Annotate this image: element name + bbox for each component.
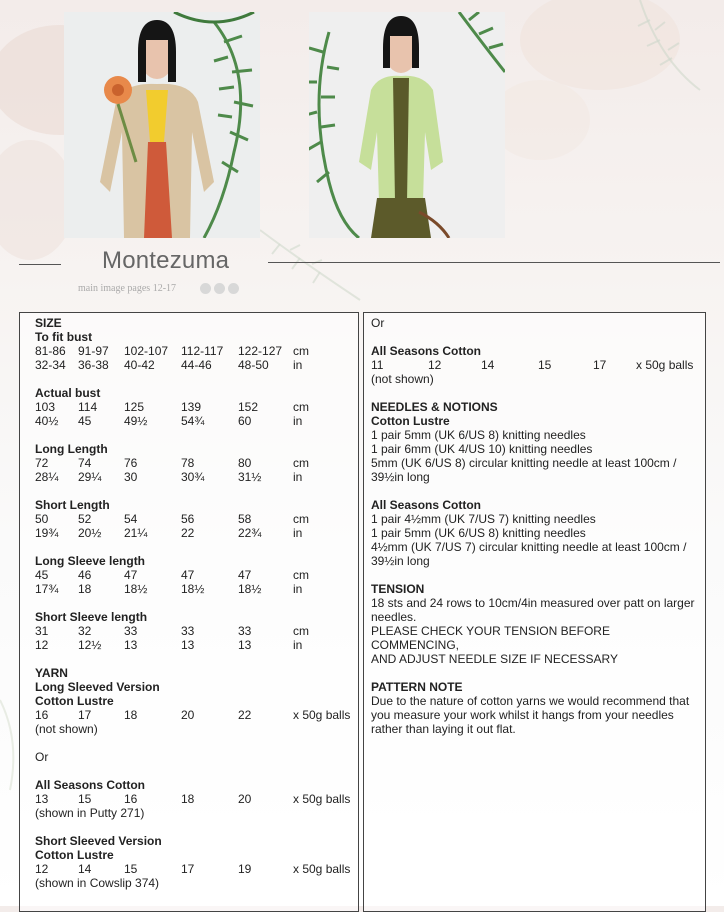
dot (214, 283, 225, 294)
pattern-note-line: Due to the nature of cotton yarns we would recommend that (371, 694, 690, 708)
long-sleeve-cm-row: 45 46 47 47 47 cm (35, 568, 309, 582)
short-sleeve-heading: Short Sleeve length (35, 610, 148, 624)
pattern-note-heading: PATTERN NOTE (371, 680, 463, 694)
dot (200, 283, 211, 294)
needles-heading: NEEDLES & NOTIONS (371, 400, 498, 414)
or-text: Or (35, 750, 49, 764)
short-version-heading: Short Sleeved Version (35, 834, 162, 848)
needle-line: 1 pair 5mm (UK 6/US 8) knitting needles (371, 526, 586, 540)
to-fit-bust-in-row: 32-34 36-38 40-42 44-46 48-50 in (35, 358, 303, 372)
long-all-seasons-row: 13 15 16 18 20 x 50g balls (35, 792, 351, 806)
needles-cotton-lustre-heading: Cotton Lustre (371, 414, 450, 428)
needles-and-tension-panel (363, 312, 706, 912)
all-seasons-heading: All Seasons Cotton (371, 344, 482, 358)
long-length-heading: Long Length (35, 442, 108, 456)
long-version-heading: Long Sleeved Version (35, 680, 160, 694)
pattern-note-line: rather than laying it out flat. (371, 722, 516, 736)
pattern-title: Montezuma (102, 247, 230, 274)
to-fit-bust-heading: To fit bust (35, 330, 93, 344)
short-cotton-lustre-row: 12 14 15 17 19 x 50g balls (35, 862, 351, 876)
title-rule-left (19, 264, 61, 265)
needle-line: 1 pair 6mm (UK 4/US 10) knitting needles (371, 442, 593, 456)
sizes-and-yarn-panel (19, 312, 359, 912)
short-cotton-lustre-heading: Cotton Lustre (35, 848, 114, 862)
model-photo-long-cardigan (64, 12, 260, 238)
long-cotton-lustre-note: (not shown) (35, 722, 98, 736)
tension-line: needles. (371, 610, 417, 624)
short-length-in-row: 19¾ 20½ 21¼ 22 22¾ in (35, 526, 303, 540)
pattern-note-line: you measure your work whilst it hangs from your needles (371, 708, 674, 722)
needles-all-seasons-heading: All Seasons Cotton (371, 498, 482, 512)
short-sleeve-cm-row: 31 32 33 33 33 cm (35, 624, 309, 638)
page-dots (200, 283, 239, 294)
tension-line: AND ADJUST NEEDLE SIZE IF NECESSARY (371, 652, 618, 666)
actual-bust-heading: Actual bust (35, 386, 101, 400)
short-length-cm-row: 50 52 54 56 58 cm (35, 512, 309, 526)
actual-bust-in-row: 40½ 45 49½ 54¾ 60 in (35, 414, 303, 428)
needle-line: 39½in long (371, 470, 430, 484)
needle-line: 1 pair 5mm (UK 6/US 8) knitting needles (371, 428, 586, 442)
page-reference: main image pages 12-17 (78, 283, 177, 294)
all-seasons-row: 11 12 14 15 17 x 50g balls (371, 358, 694, 372)
short-sleeve-in-row: 12 12½ 13 13 13 in (35, 638, 303, 652)
tension-heading: TENSION (371, 582, 425, 596)
long-sleeve-heading: Long Sleeve length (35, 554, 146, 568)
short-length-heading: Short Length (35, 498, 110, 512)
dot (228, 283, 239, 294)
long-sleeve-in-row: 17¾ 18 18½ 18½ 18½ in (35, 582, 303, 596)
title-rule-right (268, 262, 720, 263)
needle-line: 1 pair 4½mm (UK 7/US 7) knitting needles (371, 512, 596, 526)
yarn-heading: YARN (35, 666, 68, 680)
to-fit-bust-cm-row: 81-86 91-97 102-107 112-117 122-127 cm (35, 344, 309, 358)
tension-line: 18 sts and 24 rows to 10cm/4in measured over patt on larger (371, 596, 695, 610)
long-cotton-lustre-row: 16 17 18 20 22 x 50g balls (35, 708, 351, 722)
long-length-cm-row: 72 74 76 78 80 cm (35, 456, 309, 470)
tension-line: PLEASE CHECK YOUR TENSION BEFORE COMMENCING, (371, 624, 610, 652)
all-seasons-heading: All Seasons Cotton (35, 778, 146, 792)
needle-line: 4½mm (UK 7/US 7) circular knitting needle at least 100cm / (371, 540, 687, 554)
model-photo-short-cardigan (309, 12, 505, 238)
needle-line: 39½in long (371, 554, 430, 568)
short-cotton-lustre-note: (shown in Cowslip 374) (35, 876, 160, 890)
or-text: Or (371, 316, 385, 330)
size-heading: SIZE (35, 316, 62, 330)
long-length-in-row: 28¼ 29¼ 30 30¾ 31½ in (35, 470, 303, 484)
long-all-seasons-note: (shown in Putty 271) (35, 806, 145, 820)
all-seasons-note: (not shown) (371, 372, 434, 386)
needle-line: 5mm (UK 6/US 8) circular knitting needle at least 100cm / (371, 456, 677, 470)
cotton-lustre-heading: Cotton Lustre (35, 694, 114, 708)
actual-bust-cm-row: 103 114 125 139 152 cm (35, 400, 309, 414)
